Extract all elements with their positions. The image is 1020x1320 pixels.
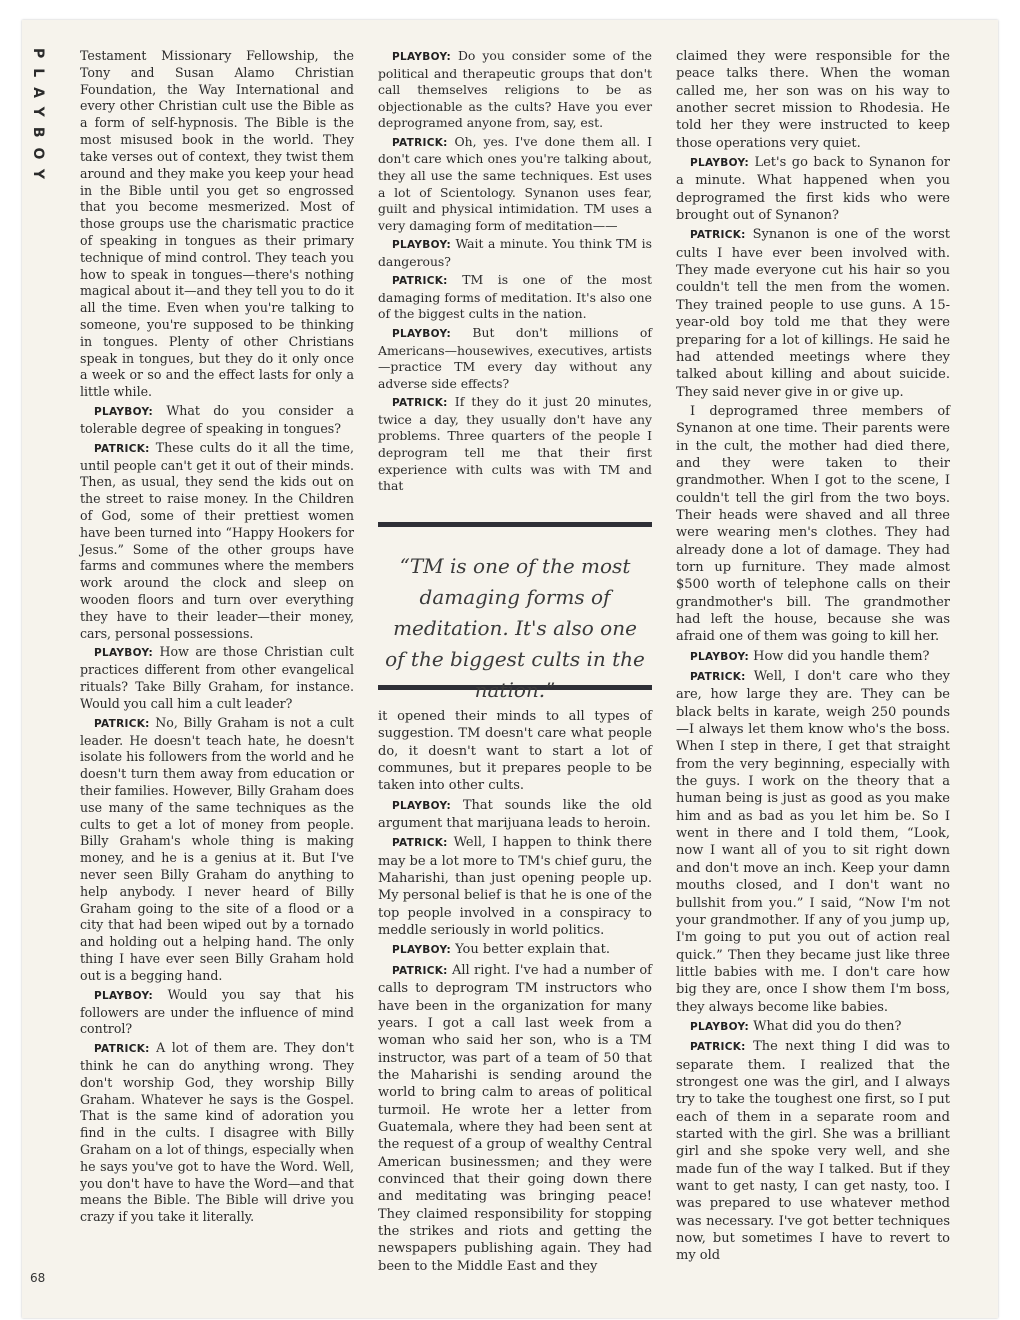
speaker-label: PATRICK:	[392, 964, 448, 977]
speaker-label: PLAYBOY:	[392, 944, 451, 957]
speaker-label: PLAYBOY:	[94, 406, 153, 419]
paragraph	[378, 941, 652, 959]
speaker-label: PLAYBOY:	[690, 650, 749, 663]
paragraph-text: The next thing I did was to separate them. I realized that the strongest one was the girl, and I always try to take the toughest one first, so I put each of them in a separate room and started with the girl. She was a brilliant girl and she spoke very well, and she made fun of the way I talked. But if they want to get nasty, I can get nasty, too. I was prepared to use whatever method was necessary. I've got better techniques now, but sometimes I have to revert to my old	[676, 1039, 950, 1264]
paragraph-text: Synanon is one of the worst cults I have ever been involved with. They made everyone cut his hair so you couldn't tell the men from the women. They trained people to use guns. A 15-year-old boy told me that they were preparing for a lot of killings. He said he had attended meetings where they talked about killing and about suicide. They said never give in or give up.	[676, 227, 950, 400]
paragraph	[676, 403, 950, 646]
paragraph	[378, 797, 652, 833]
paragraph	[378, 962, 652, 1275]
paragraph	[378, 394, 652, 494]
paragraph	[676, 48, 950, 152]
paragraph-text: Testament Missionary Fellowship, the Tony and Susan Alamo Christian Foundation, the Way International and every other Christian cult use the Bible as a form of self-hypnosis. The Bible is the most misused book in the world. They take verses out of context, they twist them around and they make you keep your head in the Bible until you get so engrossed that you become mesmerized. Most of those groups use the charismatic practice of speaking in tongues as their primary technique of mind control. They teach you how to speak in tongues—there's nothing magical about it—and they tell you to do it all the time. Even when you're talking to someone, you're supposed to be thinking in tongues. Plenty of other Christians speak in tongues, but they do it only once a week or so and the effect lasts for only a little while.	[80, 48, 354, 400]
paragraph	[378, 325, 652, 392]
paragraph	[676, 226, 950, 400]
speaker-label: PATRICK:	[690, 1041, 746, 1054]
paragraph-text: Wait a minute. You think TM is dangerous?	[378, 236, 652, 269]
column-3	[676, 48, 950, 1274]
paragraph	[676, 1038, 950, 1264]
speaker-label: PATRICK:	[94, 717, 150, 730]
page-number: 68	[30, 1271, 46, 1285]
paragraph	[378, 708, 652, 795]
paragraph-text: These cults do it all the time, until people can't get it out of their minds. Then, as usual, they send the kids out on the street to raise money. In the Children of God, some of their prettiest women have been turned into “Happy Hookers for Jesus.” Some of the other groups have farms and communes where the members work around the clock and sleep on wooden floors and turn over everything they have to their leader—their money, cars, personal possessions.	[80, 439, 354, 641]
paragraph-text: How did you handle them?	[753, 648, 930, 664]
pull-quote-text: “TM is one of the most damaging forms of meditation. It's also one of the biggest cults in the nation.”	[385, 554, 645, 702]
column-2-top	[378, 48, 652, 508]
paragraph	[378, 834, 652, 939]
paragraph	[676, 648, 950, 666]
paragraph-text: You better explain that.	[455, 942, 611, 958]
column-1	[80, 48, 354, 1274]
paragraph-text: Do you consider some of the political and therapeutic groups that don't call themselves religions to be as objectionable as the cults? Have you ever deprogramed anyone from, say, est.	[378, 48, 652, 131]
paragraph	[80, 403, 354, 438]
paragraph-text: Would you say that his followers are under the influence of mind control?	[80, 986, 354, 1037]
paragraph-text: TM is one of the most damaging forms of meditation. It's also one of the biggest cults in the nation.	[378, 272, 652, 322]
masthead	[26, 48, 50, 188]
speaker-label: PATRICK:	[94, 442, 150, 455]
speaker-label: PLAYBOY:	[690, 1020, 749, 1033]
masthead-text: PLAYBOY	[30, 48, 46, 190]
speaker-label: PLAYBOY:	[94, 647, 153, 660]
paragraph-text: No, Billy Graham is not a cult leader. He doesn't teach hate, he doesn't isolate his followers from the world and he doesn't turn them away from education or their families. However, Billy Graham does use many of the same techniques as the cults to get a lot of money from people. Billy Graham's whole thing is making money, and he is a genius at it. But I've never seen Billy Graham do anything to help anybody. I never heard of Billy Graham going to the site of a flood or a city that had been wiped out by a tornado and holding out a helping hand. The only thing I have ever seen Billy Graham hold out is a begging hand.	[80, 714, 354, 983]
paragraph	[80, 987, 354, 1038]
speaker-label: PATRICK:	[94, 1043, 150, 1056]
paragraph-text: All right. I've had a number of calls to deprogram TM instructors who have been in the organization for many years. I got a call last week from a woman who said her son, who is a TM instructor, was part of a team of 50 that the Maharishi is sending around the world to bring calm to areas of political turmoil. He wrote her a letter from Guatemala, where they had been sent at the request of a group of wealthy Central American businessmen; and they were convinced that their going down there and meditating was bringing peace! They claimed responsibility for stopping the strikes and riots and getting the newspapers publishing again. They had been to the Middle East and they	[378, 962, 652, 1274]
speaker-label: PATRICK:	[392, 837, 448, 850]
paragraph	[378, 236, 652, 270]
speaker-label: PATRICK:	[392, 397, 448, 410]
paragraph	[80, 440, 354, 643]
paragraph-text: What do you consider a tolerable degree of speaking in tongues?	[80, 403, 354, 436]
paragraph-text: it opened their minds to all types of suggestion. TM doesn't care what people do, it doesn't want to start a lot of communes, but it prepares people to be taken into other cults.	[378, 709, 652, 794]
paragraph-text: That sounds like the old argument that marijuana leads to heroin.	[378, 797, 652, 832]
speaker-label: PLAYBOY:	[392, 239, 451, 252]
speaker-label: PLAYBOY:	[392, 51, 451, 63]
column-2-bottom	[378, 708, 652, 1274]
paragraph-text: A lot of them are. They don't think he can do anything wrong. They don't worship God, they worship Billy Graham. Whatever he says is the Gospel. That is the same kind of adoration you find in the cults. I disagree with Billy Graham on a lot of things, especially when he says you've got to have the Word. Well, you don't have to have the Word—and that means the Bible. The Bible will drive you crazy if you take it literally.	[80, 1040, 354, 1225]
paragraph-text: Oh, yes. I've done them all. I don't care which ones you're talking about, they all use the same techniques. Est uses a lot of Scientology. Synanon uses fear, guilt and physical intimidation. TM uses a very damaging form of meditation——	[378, 133, 652, 233]
speaker-label: PATRICK:	[690, 671, 746, 684]
speaker-label: PATRICK:	[392, 136, 448, 149]
speaker-label: PLAYBOY:	[690, 157, 749, 170]
speaker-label: PATRICK:	[392, 275, 448, 288]
speaker-label: PATRICK:	[690, 229, 746, 242]
paragraph	[676, 1018, 950, 1036]
paragraph	[676, 668, 950, 1016]
paragraph-text: How are those Christian cult practices different from other evangelical rituals? Take Billy Graham, for instance. Would you call him a cult leader?	[80, 644, 354, 711]
paragraph-text: Well, I don't care who they are, how large they are. They can be black belts in karate, weigh 250 pounds—I always let them know who's the boss. When I step in there, I get that straight from the very beginning, especially with the guys. I work on the theory that a human being is just as good as you make him and as bad as you let him be. So I went in there and I told them, “Look, now I want all of you to sit right down and don't move an inch. Keep your damn mouths closed, and I don't want no bullshit from you.” I said, “Now I'm not your grandmother. If any of you jump up, I'm going to put you out of action real quick.” Then they became just like three little babies with me. I don't care how big they are, once I show them I'm boss, they always become like babies.	[676, 669, 950, 1015]
paragraph-text: Well, I happen to think there may be a lot more to TM's chief guru, the Maharishi, than just opening people up. My personal belief is that he is one of the top people involved in a conspiracy to meddle seriously in world politics.	[378, 835, 652, 939]
speaker-label: PLAYBOY:	[392, 799, 451, 812]
paragraph-text: What did you do then?	[753, 1018, 902, 1034]
paragraph	[80, 1040, 354, 1226]
paragraph	[378, 134, 652, 234]
paragraph	[676, 154, 950, 224]
paragraph	[378, 272, 652, 323]
paragraph	[80, 644, 354, 712]
pull-quote	[378, 522, 652, 702]
paragraph-text: I deprogramed three members of Synanon at one time. Their parents were in the cult, the mother had died there, and they were taken to their grandmother. When I got to the scene, I couldn't tell the girl from the two boys. Their heads were shaved and all three were wearing men's clothes. They had already done a lot of damage. They had torn up furniture. They made almost $500 worth of telephone calls on their grandmother's bill. The grandmother had left the house, because she was afraid one of them was going to kill her.	[676, 403, 950, 645]
magazine-page	[22, 20, 998, 1318]
paragraph-text: Let's go back to Synanon for a minute. What happened when you deprogramed the first kids who were brought out of Synanon?	[676, 155, 950, 224]
paragraph-text: But don't millions of Americans—housewives, executives, artists—practice TM every day without any adverse side effects?	[378, 325, 652, 391]
paragraph	[378, 48, 652, 132]
paragraph	[80, 48, 354, 401]
paragraph-text: If they do it just 20 minutes, twice a day, they usually don't have any problems. Three quarters of the people I deprogram tell me that their first experience with cults was with TM and that	[378, 394, 652, 494]
paragraph-text: claimed they were responsible for the peace talks there. When the woman called me, her son was on his way to another secret mission to Rhodesia. He told her they were instructed to keep those operations very quiet.	[676, 49, 950, 151]
paragraph	[80, 715, 354, 985]
speaker-label: PLAYBOY:	[392, 328, 451, 340]
speaker-label: PLAYBOY:	[94, 989, 153, 1002]
